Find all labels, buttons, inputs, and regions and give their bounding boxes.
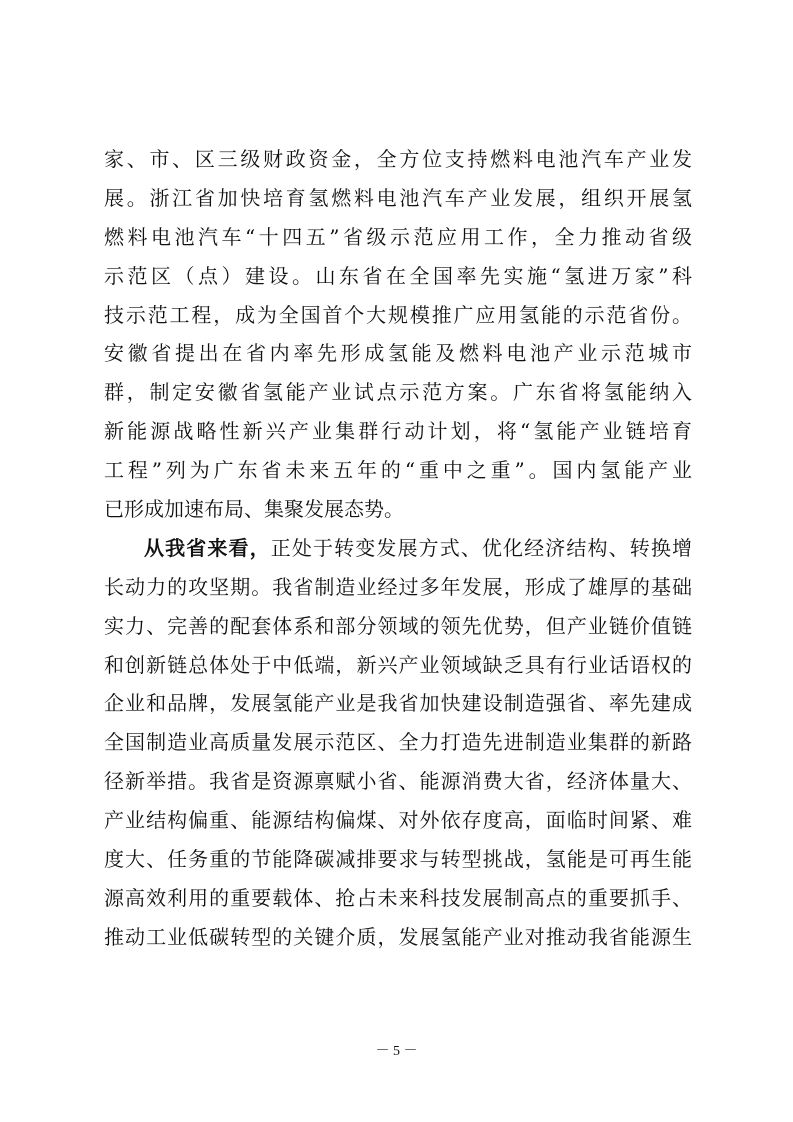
document-body: [104, 140, 692, 957]
text-line: 安徽省提出在省内率先形成氢能及燃料电池产业示范城市: [104, 341, 692, 366]
text-line: 径新举措。我省是资源禀赋小省、能源消费大省，经济体量大、: [104, 769, 692, 794]
page-number: － 5 －: [375, 1044, 418, 1059]
text-line: 技示范工程，成为全国首个大规模推广应用氢能的示范省份。: [104, 302, 692, 327]
text-line: 家、市、区三级财政资金，全方位支持燃料电池汽车产业发: [104, 147, 692, 171]
text-line: 已形成加速布局、集聚发展态势。: [104, 497, 404, 522]
text-line: 燃料电池汽车“十四五”省级示范应用工作，全力推动省级: [104, 224, 692, 249]
text-line: 度大、任务重的节能降碳减排要求与转型挑战，氢能是可再生能: [104, 847, 692, 872]
text-line: 源高效利用的重要载体、抢占未来科技发展制高点的重要抓手、: [104, 885, 692, 910]
text-line: 示范区（点）建设。山东省在全国率先实施“氢进万家”科: [104, 263, 692, 288]
text-line: 工程”列为广东省未来五年的“重中之重”。国内氢能产业: [104, 458, 692, 483]
paragraph-first-line-text: 正处于转变发展方式、优化经济结构、转换增: [270, 535, 693, 560]
paragraph-first-line: [104, 529, 692, 568]
text-line: 新能源战略性新兴产业集群行动计划，将“氢能产业链培育: [104, 419, 692, 444]
text-line: 企业和品牌，发展氢能产业是我省加快建设制造强省、率先建成: [104, 691, 692, 716]
text-line: 实力、完善的配套体系和部分领域的领先优势，但产业链价值链: [104, 613, 692, 638]
paragraph-lead: 从我省来看，: [144, 535, 271, 560]
text-line: 群，制定安徽省氢能产业试点示范方案。广东省将氢能纳入: [104, 380, 692, 405]
text-line: 展。浙江省加快培育氢燃料电池汽车产业发展，组织开展氢: [104, 185, 692, 210]
text-line: 产业结构偏重、能源结构偏煤、对外依存度高，面临时间紧、难: [104, 808, 692, 833]
text-line: 长动力的攻坚期。我省制造业经过多年发展，形成了雄厚的基础: [104, 574, 692, 599]
text-line: 和创新链总体处于中低端，新兴产业领域缺乏具有行业话语权的: [104, 652, 692, 677]
text-line: 推动工业低碳转型的关键介质，发展氢能产业对推动我省能源生: [104, 924, 692, 949]
text-line: 全国制造业高质量发展示范区、全力打造先进制造业集群的新路: [104, 730, 692, 755]
